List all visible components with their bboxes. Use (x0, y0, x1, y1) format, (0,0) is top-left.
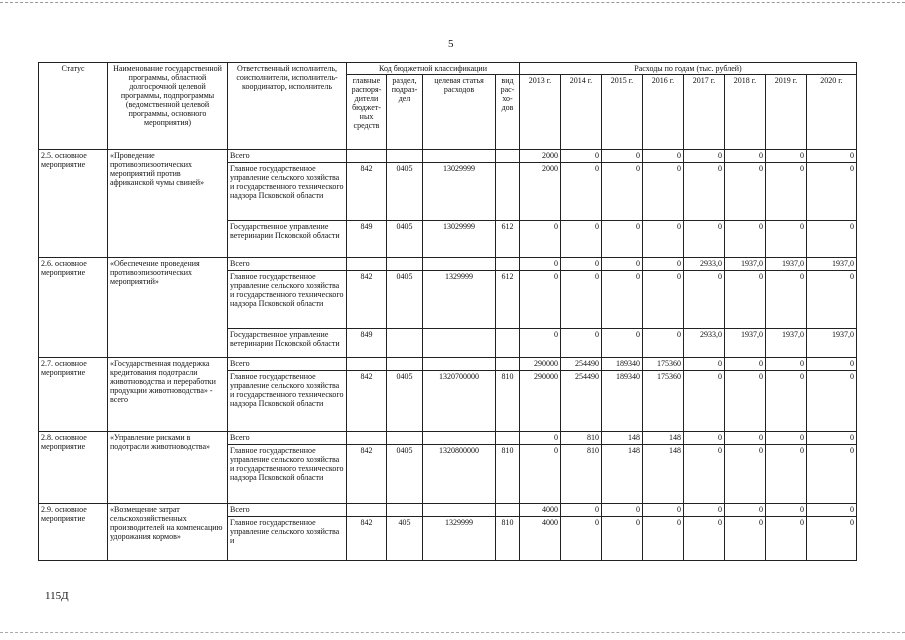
status-cell: 2.9. основное мероприятие (39, 504, 108, 561)
year-value-cell: 0 (561, 221, 602, 258)
header-year: 2016 г. (643, 75, 684, 150)
year-value-cell: 0 (561, 163, 602, 221)
section-cell: 405 (387, 517, 423, 561)
year-value-cell: 0 (602, 163, 643, 221)
header-status: Статус (39, 63, 108, 150)
year-value-cell: 0 (725, 432, 766, 445)
expense-type-cell: 810 (496, 517, 520, 561)
grbs-cell: 842 (347, 445, 387, 504)
scan-top-edge (0, 2, 905, 3)
budget-table (38, 62, 857, 561)
status-cell: 2.5. основное мероприятие (39, 150, 108, 258)
table-row (39, 358, 857, 371)
year-value-cell: 0 (643, 258, 684, 271)
year-value-cell: 0 (602, 517, 643, 561)
section-cell (387, 150, 423, 163)
responsible-cell: Всего (228, 504, 347, 517)
year-value-cell: 0 (520, 329, 561, 358)
year-value-cell: 0 (602, 150, 643, 163)
year-value-cell: 1937,0 (766, 329, 807, 358)
target-article-cell: 1320800000 (423, 445, 496, 504)
year-value-cell: 0 (684, 517, 725, 561)
header-responsible: Ответственный исполнитель, соисполнители, исполнитель-координатор, исполнитель (228, 63, 347, 150)
year-value-cell: 175360 (643, 358, 684, 371)
year-value-cell: 0 (602, 504, 643, 517)
section-cell (387, 504, 423, 517)
year-value-cell: 0 (602, 221, 643, 258)
year-value-cell: 0 (766, 150, 807, 163)
section-cell: 0405 (387, 445, 423, 504)
year-value-cell: 0 (684, 150, 725, 163)
expense-type-cell: 810 (496, 445, 520, 504)
target-article-cell (423, 258, 496, 271)
header-year: 2018 г. (725, 75, 766, 150)
year-value-cell: 0 (766, 358, 807, 371)
responsible-cell: Государственное управление ветеринарии Псковской области (228, 329, 347, 358)
header-row-1 (39, 63, 857, 75)
grbs-cell (347, 504, 387, 517)
grbs-cell: 842 (347, 271, 387, 329)
header-year: 2013 г. (520, 75, 561, 150)
year-value-cell: 0 (643, 517, 684, 561)
year-value-cell: 0 (766, 371, 807, 432)
year-value-cell: 0 (807, 271, 857, 329)
year-value-cell: 0 (561, 504, 602, 517)
year-value-cell: 0 (684, 163, 725, 221)
header-section: раздел, подраз-дел (387, 75, 423, 150)
year-value-cell: 0 (807, 504, 857, 517)
responsible-cell: Всего (228, 358, 347, 371)
status-cell: 2.6. основное мероприятие (39, 258, 108, 358)
header-year: 2014 г. (561, 75, 602, 150)
year-value-cell: 1937,0 (807, 258, 857, 271)
table-row (39, 258, 857, 271)
year-value-cell: 175360 (643, 371, 684, 432)
year-value-cell: 0 (725, 517, 766, 561)
year-value-cell: 290000 (520, 371, 561, 432)
grbs-cell: 849 (347, 329, 387, 358)
year-value-cell: 0 (684, 271, 725, 329)
year-value-cell: 0 (725, 445, 766, 504)
scan-bottom-edge (0, 632, 905, 633)
responsible-cell: Главное государственное управление сельского хозяйства и государственного технического надзора Псковской области (228, 445, 347, 504)
table-body (39, 150, 857, 561)
measure-name-cell: «Управление рисками в подотрасли животноводства» (108, 432, 228, 504)
year-value-cell: 148 (643, 432, 684, 445)
responsible-cell: Главное государственное управление сельского хозяйства и государственного технического надзора Псковской области (228, 163, 347, 221)
year-value-cell: 254490 (561, 358, 602, 371)
year-value-cell: 0 (807, 163, 857, 221)
year-value-cell: 1937,0 (807, 329, 857, 358)
expense-type-cell (496, 258, 520, 271)
expense-type-cell (496, 358, 520, 371)
grbs-cell (347, 358, 387, 371)
year-value-cell: 189340 (602, 358, 643, 371)
responsible-cell: Государственное управление ветеринарии Псковской области (228, 221, 347, 258)
year-value-cell: 0 (520, 221, 561, 258)
year-value-cell: 0 (725, 271, 766, 329)
year-value-cell: 0 (561, 258, 602, 271)
year-value-cell: 0 (643, 504, 684, 517)
year-value-cell: 0 (766, 432, 807, 445)
year-value-cell: 0 (561, 329, 602, 358)
year-value-cell: 0 (643, 271, 684, 329)
section-cell (387, 329, 423, 358)
year-value-cell: 148 (643, 445, 684, 504)
year-value-cell: 0 (684, 504, 725, 517)
year-value-cell: 0 (602, 329, 643, 358)
year-value-cell: 0 (766, 271, 807, 329)
page-number: 5 (448, 38, 454, 50)
responsible-cell: Всего (228, 258, 347, 271)
section-cell (387, 432, 423, 445)
year-value-cell: 0 (561, 517, 602, 561)
grbs-cell: 849 (347, 221, 387, 258)
year-value-cell: 0 (643, 329, 684, 358)
measure-name-cell: «Проведение противоэпизоотических мероприятий против африканской чумы свиней» (108, 150, 228, 258)
year-value-cell: 254490 (561, 371, 602, 432)
section-cell: 0405 (387, 371, 423, 432)
target-article-cell (423, 358, 496, 371)
target-article-cell: 1329999 (423, 271, 496, 329)
section-cell (387, 358, 423, 371)
responsible-cell: Всего (228, 150, 347, 163)
status-cell: 2.7. основное мероприятие (39, 358, 108, 432)
year-value-cell: 0 (807, 371, 857, 432)
year-value-cell: 0 (725, 150, 766, 163)
grbs-cell: 842 (347, 517, 387, 561)
header-target-article: целевая статья расходов (423, 75, 496, 150)
target-article-cell (423, 150, 496, 163)
expense-type-cell: 612 (496, 271, 520, 329)
year-value-cell: 0 (807, 432, 857, 445)
year-value-cell: 0 (684, 432, 725, 445)
year-value-cell: 0 (684, 221, 725, 258)
year-value-cell: 0 (520, 432, 561, 445)
responsible-cell: Главное государственное управление сельского хозяйства и государственного технического надзора Псковской области (228, 371, 347, 432)
year-value-cell: 2000 (520, 163, 561, 221)
target-article-cell: 1320700000 (423, 371, 496, 432)
grbs-cell: 842 (347, 371, 387, 432)
header-year: 2017 г. (684, 75, 725, 150)
header-name: Наименование государственной программы, областной долгосрочной целевой программы, подпрограммы (ведомственной целевой программы, основного мероприятия) (108, 63, 228, 150)
table-row (39, 150, 857, 163)
year-value-cell: 4000 (520, 504, 561, 517)
year-value-cell: 1937,0 (766, 258, 807, 271)
header-expense-type: вид рас-хо-дов (496, 75, 520, 150)
expense-type-cell (496, 504, 520, 517)
target-article-cell (423, 504, 496, 517)
section-cell: 0405 (387, 221, 423, 258)
year-value-cell: 0 (684, 371, 725, 432)
year-value-cell: 0 (520, 445, 561, 504)
year-value-cell: 0 (725, 358, 766, 371)
year-value-cell: 0 (725, 504, 766, 517)
grbs-cell (347, 432, 387, 445)
target-article-cell: 13029999 (423, 221, 496, 258)
responsible-cell: Всего (228, 432, 347, 445)
year-value-cell: 290000 (520, 358, 561, 371)
year-value-cell: 0 (643, 221, 684, 258)
year-value-cell: 1937,0 (725, 258, 766, 271)
year-value-cell: 0 (766, 504, 807, 517)
year-value-cell: 0 (807, 221, 857, 258)
footer-code: 115Д (45, 590, 69, 602)
year-value-cell: 0 (725, 221, 766, 258)
year-value-cell: 2933,0 (684, 258, 725, 271)
year-value-cell: 0 (520, 258, 561, 271)
expense-type-cell: 810 (496, 371, 520, 432)
grbs-cell (347, 150, 387, 163)
year-value-cell: 0 (766, 163, 807, 221)
year-value-cell: 0 (602, 258, 643, 271)
year-value-cell: 0 (807, 517, 857, 561)
header-expenses: Расходы по годам (тыс. рублей) (520, 63, 857, 75)
target-article-cell (423, 329, 496, 358)
year-value-cell: 0 (766, 221, 807, 258)
year-value-cell: 0 (561, 271, 602, 329)
year-value-cell: 2000 (520, 150, 561, 163)
grbs-cell: 842 (347, 163, 387, 221)
target-article-cell: 13029999 (423, 163, 496, 221)
year-value-cell: 810 (561, 445, 602, 504)
year-value-cell: 0 (807, 445, 857, 504)
table-row (39, 432, 857, 445)
table-row (39, 504, 857, 517)
target-article-cell (423, 432, 496, 445)
status-cell: 2.8. основное мероприятие (39, 432, 108, 504)
year-value-cell: 0 (684, 358, 725, 371)
year-value-cell: 0 (725, 371, 766, 432)
section-cell: 0405 (387, 271, 423, 329)
year-value-cell: 0 (520, 271, 561, 329)
measure-name-cell: «Возмещение затрат сельскохозяйственных производителей на компенсацию удорожания кормов» (108, 504, 228, 561)
year-value-cell: 2933,0 (684, 329, 725, 358)
year-value-cell: 0 (561, 150, 602, 163)
year-value-cell: 148 (602, 432, 643, 445)
header-budget-code: Код бюджетной классификации (347, 63, 520, 75)
year-value-cell: 0 (807, 150, 857, 163)
year-value-cell: 0 (643, 150, 684, 163)
year-value-cell: 0 (643, 163, 684, 221)
expense-type-cell: 612 (496, 221, 520, 258)
year-value-cell: 1937,0 (725, 329, 766, 358)
expense-type-cell (496, 163, 520, 221)
year-value-cell: 0 (684, 445, 725, 504)
header-year: 2015 г. (602, 75, 643, 150)
year-value-cell: 148 (602, 445, 643, 504)
responsible-cell: Главное государственное управление сельского хозяйства и государственного технического надзора Псковской области (228, 271, 347, 329)
year-value-cell: 0 (766, 517, 807, 561)
header-year: 2019 г. (766, 75, 807, 150)
year-value-cell: 189340 (602, 371, 643, 432)
grbs-cell (347, 258, 387, 271)
header-grbs: главные распоря-дители бюджет-ных средств (347, 75, 387, 150)
expense-type-cell (496, 329, 520, 358)
measure-name-cell: «Обеспечение проведения противоэпизоотических мероприятий» (108, 258, 228, 358)
year-value-cell: 810 (561, 432, 602, 445)
expense-type-cell (496, 432, 520, 445)
expense-type-cell (496, 150, 520, 163)
year-value-cell: 4000 (520, 517, 561, 561)
year-value-cell: 0 (766, 445, 807, 504)
section-cell: 0405 (387, 163, 423, 221)
target-article-cell: 1329999 (423, 517, 496, 561)
year-value-cell: 0 (725, 163, 766, 221)
measure-name-cell: «Государственная поддержка кредитования подотрасли животноводства и переработки продукции животноводства» - всего (108, 358, 228, 432)
responsible-cell: Главное государственное управление сельского хозяйства и (228, 517, 347, 561)
year-value-cell: 0 (807, 358, 857, 371)
header-year: 2020 г. (807, 75, 857, 150)
section-cell (387, 258, 423, 271)
year-value-cell: 0 (602, 271, 643, 329)
